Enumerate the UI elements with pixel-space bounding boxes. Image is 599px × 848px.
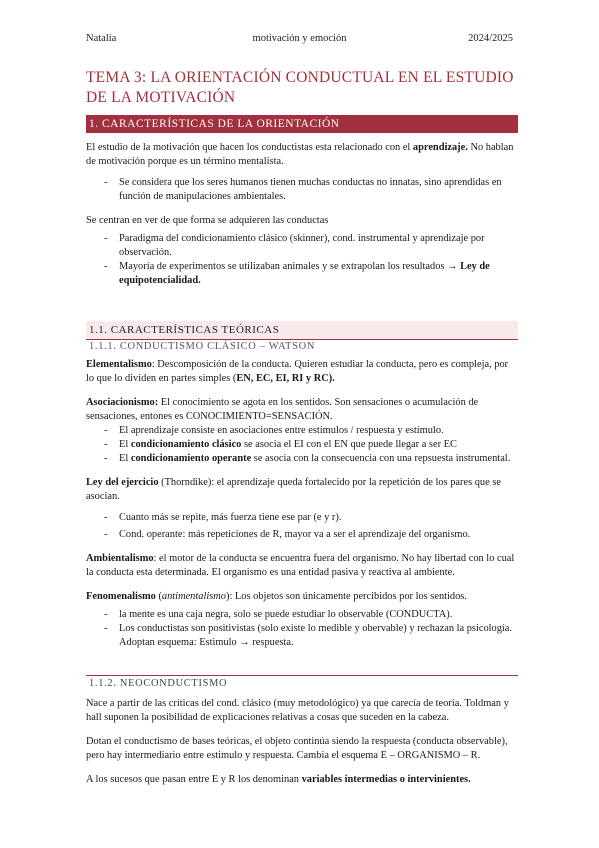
arrow-glyph: → — [239, 637, 250, 648]
list-item: - Se considera que los seres humanos tienen muchas conductas no innatas, sino aprendidas en función de manipulaciones ambientales. — [104, 177, 502, 202]
list-item: - El condicionamiento operante se asocia con la consecuencia con una repsuesta instrumental. — [104, 453, 511, 464]
intro-paragraph: El estudio de la motivación que hacen los conductistas esta relacionado con el aprendizaje. No hablan de motivación porque es un término mentalista. — [86, 142, 514, 167]
header-year: 2024/2025 — [468, 33, 513, 44]
term-ley-ejercicio: Ley del ejercicio — [86, 477, 159, 488]
page-header — [86, 33, 513, 47]
elementalismo-paragraph: Elementalismo: Descomposición de la conducta. Quieren estudiar la conducta, pero es compleja, por lo que lo dividen en partes simples (EN, EC, EI, RI y RC). — [86, 359, 509, 384]
asociacionismo-paragraph: Asociacionismo: El conocimiento se agota en los sentidos. Son sensaciones o acumulación de sensaciones, entones es CONOCIMIENTO=SENSACIÓN. — [86, 397, 479, 422]
term-asociacionismo: Asociacionismo: — [86, 397, 159, 408]
neoconductismo-paragraph-3: A los sucesos que pasan entre E y R los denominan variables intermedias o intervinientes. — [86, 774, 471, 785]
adquisicion-list — [86, 232, 518, 288]
intro-list — [86, 176, 518, 204]
adquisicion-paragraph: Se centran en ver de que forma se adquieren las conductas — [86, 215, 329, 226]
neoconductismo-paragraph-1: Nace a partir de las críticas del cond. clásico (muy metodológico) ya que carecía de teoría. Toldman y hall suponen la posibilidad de explicaciones relativas a cosas que suceden en la cabeza. — [86, 698, 509, 723]
neoconductismo-paragraph-2: Dotan el conductismo de bases teóricas, el objeto continúa siendo la respuesta (conducta observable), pero hay intermediario entre estimulo y respuesta. Cambia el esquema E – ORGANISMO – R. — [86, 736, 508, 761]
fenomenalismo-paragraph: Fenomenalismo (antimentalismo): Los objetos son únicamente percibidos por los sentidos. — [86, 591, 467, 602]
title-line-1: TEMA 3: LA ORIENTACIÓN CONDUCTUAL EN EL ESTUDIO — [86, 69, 514, 86]
header-author: Natalia — [86, 33, 117, 44]
term-aprendizaje: aprendizaje. — [412, 142, 468, 153]
header-subject: motivación y emoción — [252, 33, 347, 44]
list-item: - Los conductistas son positivistas (solo existe lo medible y obervable) y rechazan la psicología. Adoptan esquema: Estimulo → respuesta. — [104, 623, 513, 648]
ley-ejercicio-paragraph: Ley del ejercicio (Thorndike): el aprendizaje queda fortalecido por la repetición de los pares que se asocian. — [86, 477, 501, 502]
section-heading-1-1: 1.1. CARACTERÍSTICAS TEÓRICAS — [86, 321, 518, 340]
term-fenomenalismo: Fenomenalismo — [86, 591, 156, 602]
arrow-glyph: → — [447, 261, 458, 272]
section-heading-1-1-2: 1.1.2. NEOCONDUCTISMO — [86, 675, 518, 691]
fenomenalismo-list — [86, 608, 518, 650]
list-item: - Cuanto más se repite, más fuerza tiene ese par (e y r). — [104, 512, 342, 523]
list-item: - El aprendizaje consiste en asociaciones entre estímulos / respuesta y estímulo. — [104, 425, 444, 436]
page-content — [86, 68, 518, 787]
section-heading-1-1-1: 1.1.1. CONDUCTISMO CLÁSICO – WATSON — [89, 341, 316, 352]
list-item: - la mente es una caja negra, solo se puede estudiar lo observable (CONDUCTA). — [104, 609, 453, 620]
list-item: - El condicionamiento clásico se asocia el EI con el EN que puede llegar a ser EC — [104, 439, 457, 450]
asociacionismo-list — [86, 424, 518, 466]
term-variables-intermedias: variables intermedias o intervinientes. — [301, 774, 471, 785]
list-item: - Cond. operante: más repeticiones de R, mayor va a ser el aprendizaje del organismo. — [104, 529, 471, 540]
section-heading-1: 1. CARACTERÍSTICAS DE LA ORIENTACIÓN — [86, 115, 518, 133]
term-ambientalismo: Ambientalismo — [86, 553, 154, 564]
list-item: - Mayoría de experimentos se utilizaban animales y se extrapolan los resultados → Ley de equipotencialidad. — [104, 261, 490, 286]
term-elementalismo: Elementalismo — [86, 359, 152, 370]
ambientalismo-paragraph: Ambientalismo: el motor de la conducta se encuentra fuera del organismo. No hay libertad con lo cual la conducta esta determinada. El organismo es una entidad pasiva y reactiva al ambiente. — [86, 553, 515, 578]
ley-ejercicio-list — [86, 511, 518, 542]
document-title — [86, 68, 518, 108]
list-item: - Paradigma del condicionamiento clásico (skinner), cond. instrumental y aprendizaje por observación. — [104, 233, 485, 258]
title-line-2: DE LA MOTIVACIÓN — [86, 89, 236, 106]
